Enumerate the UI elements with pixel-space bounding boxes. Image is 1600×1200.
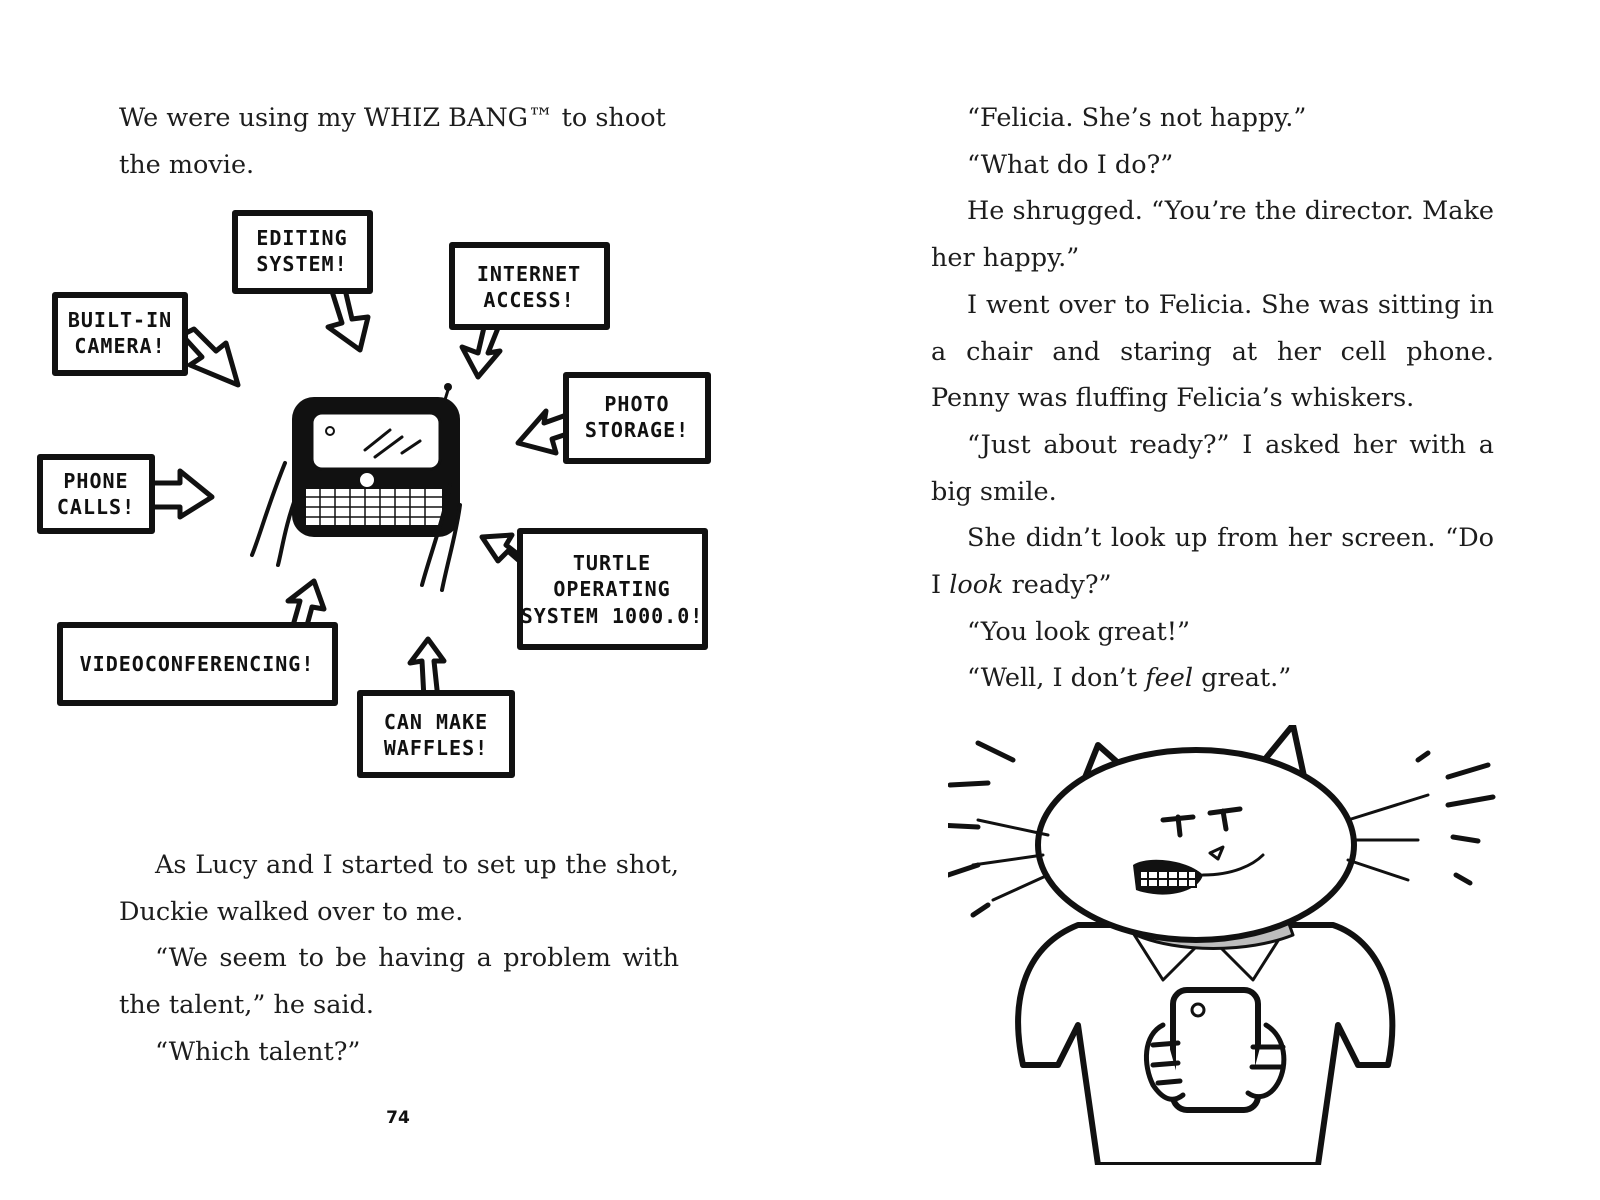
callout-photo-storage: [518, 375, 708, 461]
right-paragraph-8-a: “Well, I don’t: [967, 663, 1146, 694]
callout-editing-system: [235, 213, 370, 350]
svg-text:PHOTO: PHOTO: [604, 392, 670, 416]
right-paragraph-6: [931, 515, 1494, 608]
left-paragraph-4: “Which talent?”: [155, 1036, 361, 1067]
felicia-cat-illustration: [948, 725, 1518, 1165]
right-paragraph-3: He shrugged. “You’re the director. Make her happy.”: [931, 196, 1494, 274]
callout-phone-calls: [40, 457, 212, 531]
svg-text:VIDEOCONFERENCING!: VIDEOCONFERENCING!: [79, 652, 315, 676]
left-paragraph-2: As Lucy and I started to set up the shot, Duckie walked over to me.: [119, 850, 679, 927]
svg-text:CALLS!: CALLS!: [56, 495, 136, 519]
svg-text:OPERATING: OPERATING: [553, 577, 671, 601]
right-paragraph-7: “You look great!”: [967, 616, 1191, 647]
callout-videoconferencing: [60, 581, 335, 703]
right-paragraph-2: “What do I do?”: [967, 149, 1174, 180]
right-page: [800, 0, 1600, 1200]
svg-text:STORAGE!: STORAGE!: [584, 418, 690, 442]
whiz-bang-feature-illustration: [30, 205, 750, 810]
svg-text:SYSTEM!: SYSTEM!: [256, 252, 348, 276]
right-paragraph-1: “Felicia. She’s not happy.”: [967, 103, 1307, 133]
callout-internet-access: [452, 245, 607, 377]
svg-text:INTERNET: INTERNET: [476, 262, 582, 286]
left-text-top: [119, 95, 679, 188]
svg-text:TURTLE: TURTLE: [572, 551, 652, 575]
left-paragraph-3: “We seem to be having a problem with the talent,” he said.: [119, 943, 679, 1021]
svg-text:PHONE: PHONE: [63, 469, 129, 493]
svg-text:BUILT-IN: BUILT-IN: [67, 308, 173, 332]
right-paragraph-6-b: ready?”: [1003, 570, 1112, 601]
svg-text:ACCESS!: ACCESS!: [483, 288, 575, 312]
right-paragraph-6-italic: look: [949, 570, 1004, 601]
right-paragraph-4: I went over to Felicia. She was sitting in a chair and staring at her cell phone. Penny was fluffing Felicia’s whiskers.: [931, 289, 1494, 414]
svg-text:CAN MAKE: CAN MAKE: [383, 710, 489, 734]
callout-can-make-waffles: [360, 639, 512, 775]
left-text-bottom: [119, 842, 679, 1076]
page-number: 74: [386, 1108, 410, 1128]
right-paragraph-5: “Just about ready?” I asked her with a big smile.: [931, 429, 1494, 507]
right-paragraph-6-a: She didn’t look up from her screen. “Do I: [931, 523, 1494, 601]
svg-text:WAFFLES!: WAFFLES!: [383, 736, 489, 760]
svg-text:CAMERA!: CAMERA!: [74, 334, 166, 358]
left-paragraph-1: We were using my WHIZ BANG™ to shoot the movie.: [119, 103, 666, 180]
callout-built-in-camera: [55, 295, 238, 385]
svg-text:SYSTEM 1000.0!: SYSTEM 1000.0!: [520, 604, 704, 628]
right-paragraph-8: [931, 655, 1494, 702]
whiz-bang-device-icon: [252, 383, 460, 590]
callout-turtle-operating-system: [482, 531, 705, 647]
right-paragraph-8-b: great.”: [1193, 663, 1292, 694]
right-text: [931, 95, 1494, 702]
right-paragraph-8-italic: feel: [1145, 663, 1194, 694]
svg-text:EDITING: EDITING: [256, 226, 348, 250]
